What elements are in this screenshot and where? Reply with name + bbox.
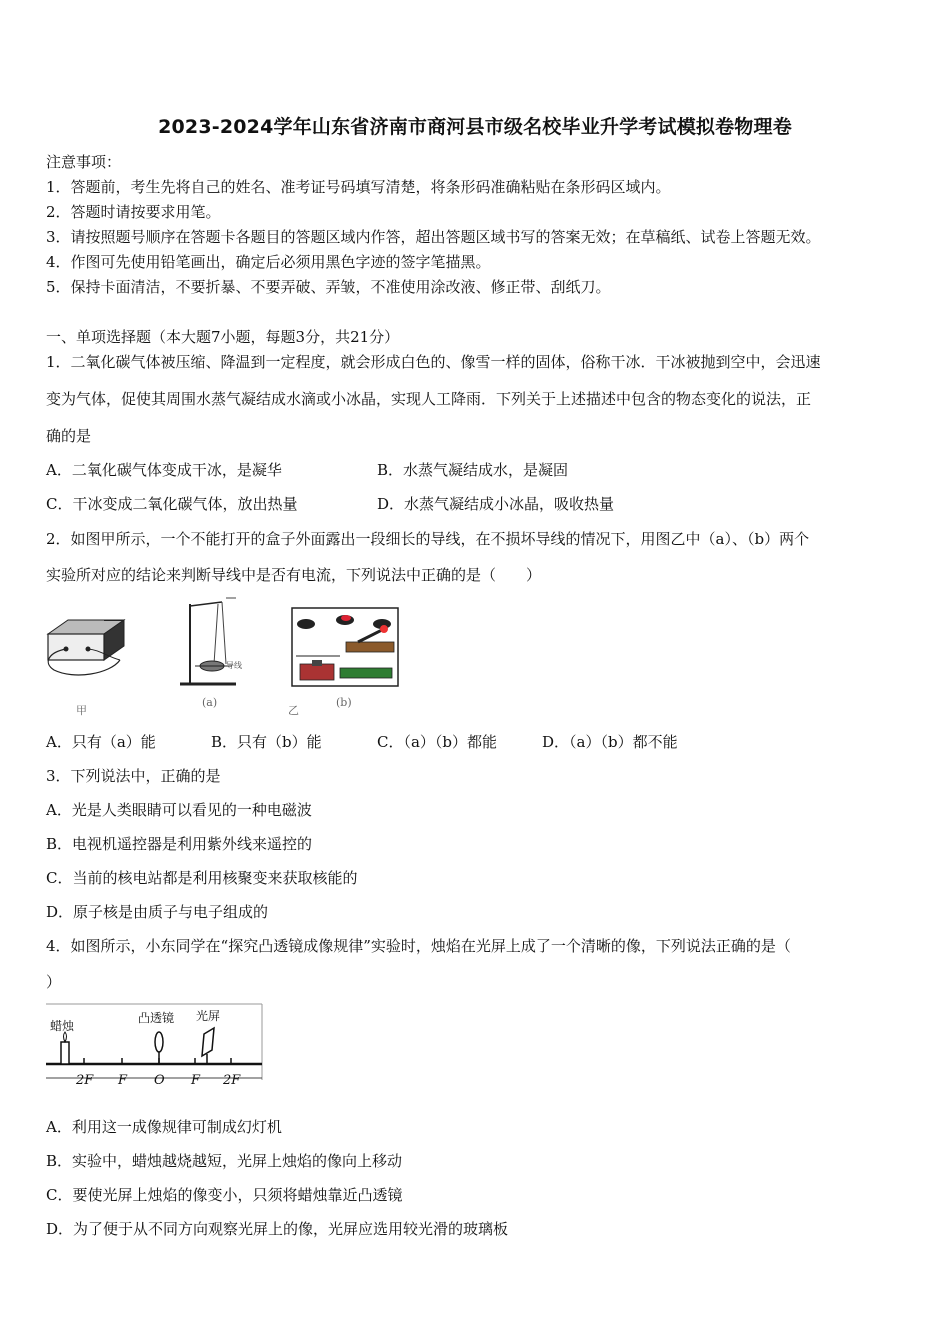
lens-label: 凸透镜 — [138, 1011, 175, 1025]
q3-option-a[interactable]: A．光是人类眼睛可以看见的一种电磁波 — [46, 801, 312, 819]
stand-experiment-illustration — [180, 598, 236, 684]
figure-label-a: (a) — [202, 696, 218, 709]
q4-stem-line-1: 4．如图所示，小东同学在“探究凸透镜成像规律”实验时，烛焰在光屏上成了一个清晰的像，下列说法正确的是（ — [46, 937, 791, 955]
q1-option-b[interactable]: B．水蒸气凝结成水，是凝固 — [377, 461, 569, 479]
notice-item-1: 1．答题前，考生先将自己的姓名、准考证号码填写清楚，将条形码准确粘贴在条形码区域内。 — [46, 178, 671, 196]
q3-option-d[interactable]: D．原子核是由质子与电子组成的 — [46, 903, 269, 921]
candle-flame — [64, 1032, 67, 1042]
candle — [61, 1042, 69, 1064]
q4-optical-bench-figure — [44, 1000, 268, 1090]
notice-heading: 注意事项： — [46, 153, 122, 171]
notice-item-4: 4．作图可先使用铅笔画出，确定后必须用黑色字迹的签字笔描黑。 — [46, 253, 491, 271]
tick-label-2f-left: 2F — [76, 1073, 94, 1088]
q1-option-d[interactable]: D．水蒸气凝结成小冰晶，吸收热量 — [377, 495, 615, 513]
q2-option-d[interactable]: D．（a）（b）都不能 — [542, 733, 678, 751]
q1-stem-line-2: 变为气体，促使其周围水蒸气凝结成水滴或小冰晶，实现人工降雨．下列关于上述描述中包含的物态变化的说法，正 — [46, 390, 812, 408]
tick-label-f-left: F — [118, 1073, 128, 1088]
convex-lens — [155, 1032, 163, 1052]
box-with-wire-illustration — [48, 620, 124, 675]
tick-label-2f-right: 2F — [223, 1073, 241, 1088]
q2-figure — [40, 594, 410, 722]
q2-option-a[interactable]: A．只有（a）能 — [46, 733, 156, 751]
q3-option-b[interactable]: B．电视机遥控器是利用紫外线来遥控的 — [46, 835, 313, 853]
q2-option-b[interactable]: B．只有（b）能 — [211, 733, 322, 751]
q1-stem-line-1: 1．二氧化碳气体被压缩、降温到一定程度，就会形成白色的、像雪一样的固体，俗称干冰．干冰被抛到空中，会迅速 — [46, 353, 821, 371]
q3-stem: 3．下列说法中，正确的是 — [46, 767, 221, 785]
q2-stem-line-2: 实验所对应的结论来判断导线中是否有电流，下列说法中正确的是（ ） — [46, 566, 542, 584]
q1-option-a[interactable]: A．二氧化碳气体变成干冰，是凝华 — [46, 461, 282, 479]
q2-option-c[interactable]: C．（a）（b）都能 — [377, 733, 498, 751]
notice-item-5: 5．保持卡面清洁，不要折暴、不要弄破、弄皱，不准使用涂改液、修正带、刮纸刀。 — [46, 278, 611, 296]
page-title: 2023-2024学年山东省济南市商河县市级名校毕业升学考试模拟卷物理卷 — [158, 116, 792, 138]
circuit-board-illustration — [292, 608, 398, 686]
wire-label: 导线 — [226, 661, 242, 670]
candle-label: 蜡烛 — [50, 1019, 75, 1033]
q1-stem-line-3: 确的是 — [46, 427, 92, 445]
screen-label: 光屏 — [196, 1009, 221, 1023]
section-heading: 一、单项选择题（本大题7小题，每题3分，共21分） — [46, 328, 400, 346]
q1-option-c[interactable]: C．干冰变成二氧化碳气体，放出热量 — [46, 495, 298, 513]
q3-option-c[interactable]: C．当前的核电站都是利用核聚变来获取核能的 — [46, 869, 358, 887]
q4-stem-line-2: ） — [46, 973, 62, 991]
q2-stem-line-1: 2．如图甲所示，一个不能打开的盒子外面露出一段细长的导线，在不损坏导线的情况下，用图乙中（a）、（b）两个 — [46, 530, 810, 548]
notice-item-2: 2．答题时请按要求用笔。 — [46, 203, 221, 221]
q4-option-c[interactable]: C．要使光屏上烛焰的像变小，只须将蜡烛靠近凸透镜 — [46, 1186, 403, 1204]
q4-option-d[interactable]: D．为了便于从不同方向观察光屏上的像，光屏应选用较光滑的玻璃板 — [46, 1220, 509, 1238]
light-screen — [202, 1028, 214, 1056]
q4-option-b[interactable]: B．实验中，蜡烛越烧越短，光屏上烛焰的像向上移动 — [46, 1152, 403, 1170]
q4-option-a[interactable]: A．利用这一成像规律可制成幻灯机 — [46, 1118, 282, 1136]
figure-label-b: (b) — [336, 696, 352, 709]
figure-label-yi: 乙 — [288, 704, 299, 717]
tick-label-o: O — [154, 1073, 165, 1088]
figure-label-jia: 甲 — [76, 704, 87, 717]
tick-label-f-right: F — [191, 1073, 201, 1088]
notice-item-3: 3．请按照题号顺序在答题卡各题目的答题区域内作答，超出答题区域书写的答案无效；在草稿纸、试卷上答题无效。 — [46, 228, 821, 246]
